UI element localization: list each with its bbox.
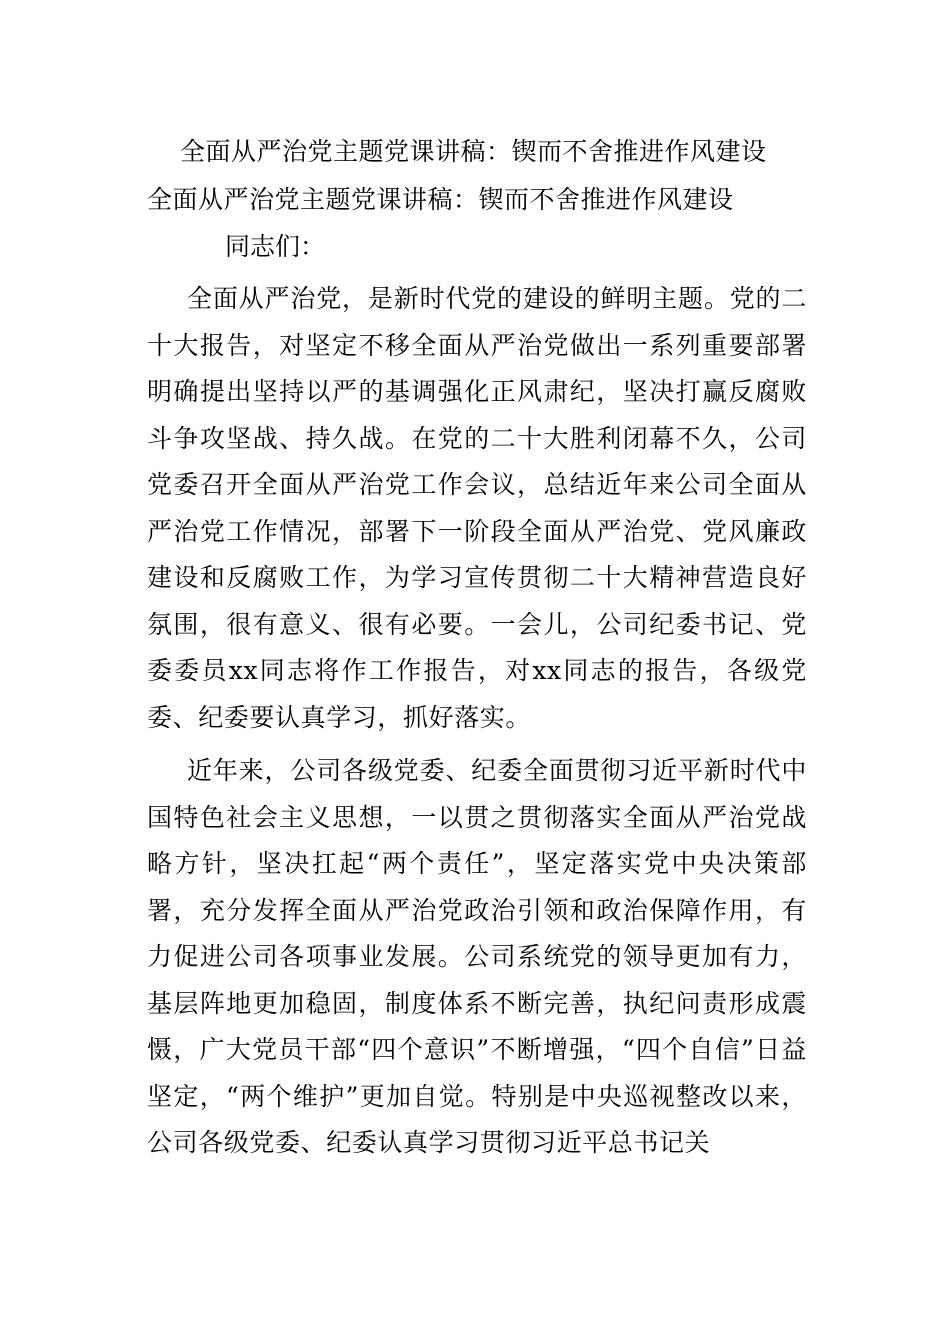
salutation: 同志们： <box>225 232 326 261</box>
document-title-repeat: 全面从严治党主题党课讲稿：锲而不舍推进作风建设 <box>147 185 734 214</box>
document-title: 全面从严治党主题党课讲稿：锲而不舍推进作风建设 <box>180 137 767 166</box>
body-paragraph: 全面从严治党，是新时代党的建设的鲜明主题。党的二十大报告，对坚定不移全面从严治党做出一系列重要部署明确提出坚持以严的基调强化正风肃纪，坚决打赢反腐败斗争攻坚战、持久战。在党的二十大胜利闭幕不久，公司党委召开全面从严治党工作会议，总结近年来公司全面从严治党工作情况，部署下一阶段全面从严治党、党风廉政建设和反腐败工作，为学习宣传贯彻二十大精神营造良好氛围，很有意义、很有必要。一会儿，公司纪委书记、党委委员xx同志将作工作报告，对xx同志的报告，各级党委、纪委要认真学习，抓好落实。 <box>147 284 807 732</box>
body-paragraph: 近年来，公司各级党委、纪委全面贯彻习近平新时代中国特色社会主义思想，一以贯之贯彻落实全面从严治党战略方针，坚决扛起“两个责任”，坚定落实党中央决策部署，充分发挥全面从严治党政治引领和政治保障作用，有力促进公司各项事业发展。公司系统党的领导更加有力，基层阵地更加稳固，制度体系不断完善，执纪问责形成震慑，广大党员干部“四个意识”不断增强，“四个自信”日益坚定，“两个维护”更加自觉。特别是中央巡视整改以来，公司各级党委、纪委认真学习贯彻习近平总书记关 <box>147 756 807 1157</box>
